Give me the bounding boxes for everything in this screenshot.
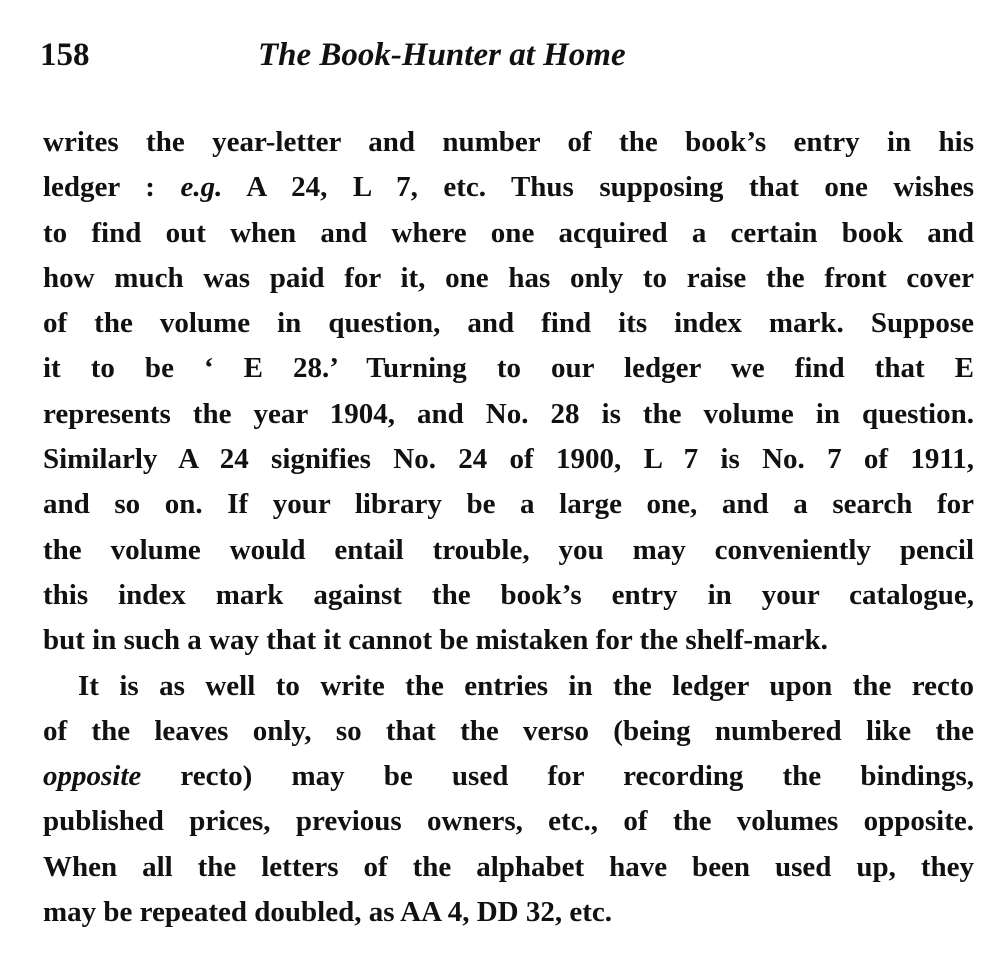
text-line-paragraph-end: but in such a way that it cannot be mistaken for the shelf-mark.: [43, 624, 828, 657]
text-line: Similarly A 24 signifies No. 24 of 1900, L 7 is No. 7 of 1911,: [43, 443, 974, 476]
text-line: it to be ‘ E 28.’ Turning to our ledger we find that E: [43, 352, 974, 385]
text-line: and so on. If your library be a large one, and a search for: [43, 488, 974, 521]
body-text: [43, 120, 974, 935]
text-line-with-opposite: [43, 754, 974, 799]
text-line-paragraph-start: It is as well to write the entries in the ledger upon the recto: [78, 669, 974, 702]
text-line: to find out when and where one acquired a certain book and: [43, 216, 974, 249]
text-line: represents the year 1904, and No. 28 is the volume in question.: [43, 397, 974, 430]
italic-eg: e.g.: [180, 171, 223, 204]
text-line: this index mark against the book’s entry in your catalogue,: [43, 578, 974, 611]
text-line: of the leaves only, so that the verso (being numbered like the: [43, 714, 974, 747]
text-line: the volume would entail trouble, you may conveniently pencil: [43, 533, 974, 566]
italic-opposite: opposite: [43, 760, 142, 793]
text-line-with-eg: [43, 165, 974, 210]
text-line-paragraph-end: may be repeated doubled, as AA 4, DD 32, etc.: [43, 896, 612, 929]
text-segment: recto) may be used for recording the bindings,: [141, 760, 974, 793]
running-title: The Book-Hunter at Home: [258, 37, 626, 73]
text-segment: ledger :: [43, 171, 181, 204]
text-line: how much was paid for it, one has only to raise the front cover: [43, 261, 974, 294]
page-number: 158: [40, 37, 90, 73]
text-line: of the volume in question, and find its index mark. Suppose: [43, 307, 974, 340]
text-line: When all the letters of the alphabet have been used up, they: [43, 850, 974, 883]
text-line: writes the year-letter and number of the book’s entry in his: [43, 126, 974, 158]
text-segment: A 24, L 7, etc. Thus supposing that one wishes: [222, 171, 974, 204]
text-line: published prices, previous owners, etc., of the volumes opposite.: [43, 805, 974, 838]
page-header: [40, 30, 970, 80]
